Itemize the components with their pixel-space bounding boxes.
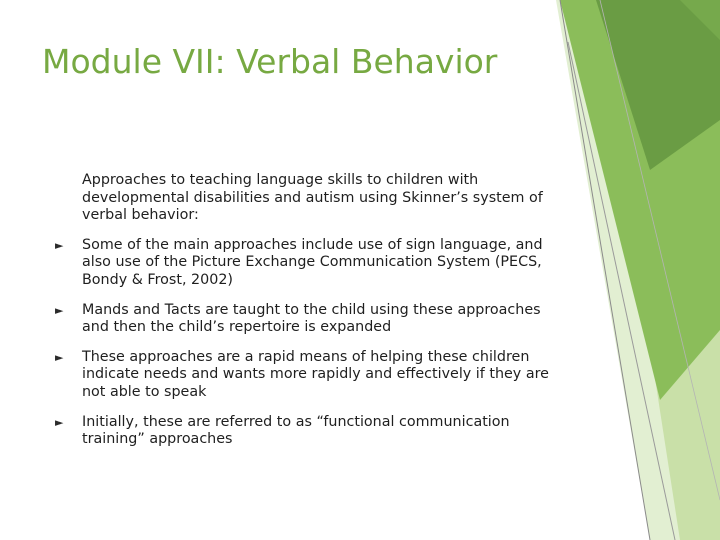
bullet-text: Some of the main approaches include use of sign language, and also use of the Picture Exchange Communication System (PECS, Bondy & Frost, 2002) — [82, 236, 543, 288]
intro-paragraph: Approaches to teaching language skills to children with developmental disabilities and autism using Skinner’s system of verbal behavior: — [82, 172, 543, 224]
triangle-bullet-icon: ► — [55, 415, 64, 429]
triangle-bullet-icon: ► — [55, 238, 64, 252]
bullet-item — [55, 348, 558, 402]
triangle-bullet-icon: ► — [55, 303, 64, 317]
bullet-item — [55, 301, 558, 337]
bullet-list — [55, 236, 558, 449]
bullet-text: These approaches are a rapid means of helping these children indicate needs and wants more rapidly and effectively if they are not able to speak — [82, 348, 549, 400]
bullet-item — [55, 413, 558, 449]
triangle-bullet-icon: ► — [55, 350, 64, 364]
slide-body — [55, 172, 558, 461]
bullet-text: Initially, these are referred to as “functional communication training” approaches — [82, 413, 510, 448]
slide-title: Module VII: Verbal Behavior — [42, 42, 498, 81]
bullet-item — [55, 236, 558, 290]
bullet-text: Mands and Tacts are taught to the child using these approaches and then the child’s repertoire is expanded — [82, 301, 541, 336]
